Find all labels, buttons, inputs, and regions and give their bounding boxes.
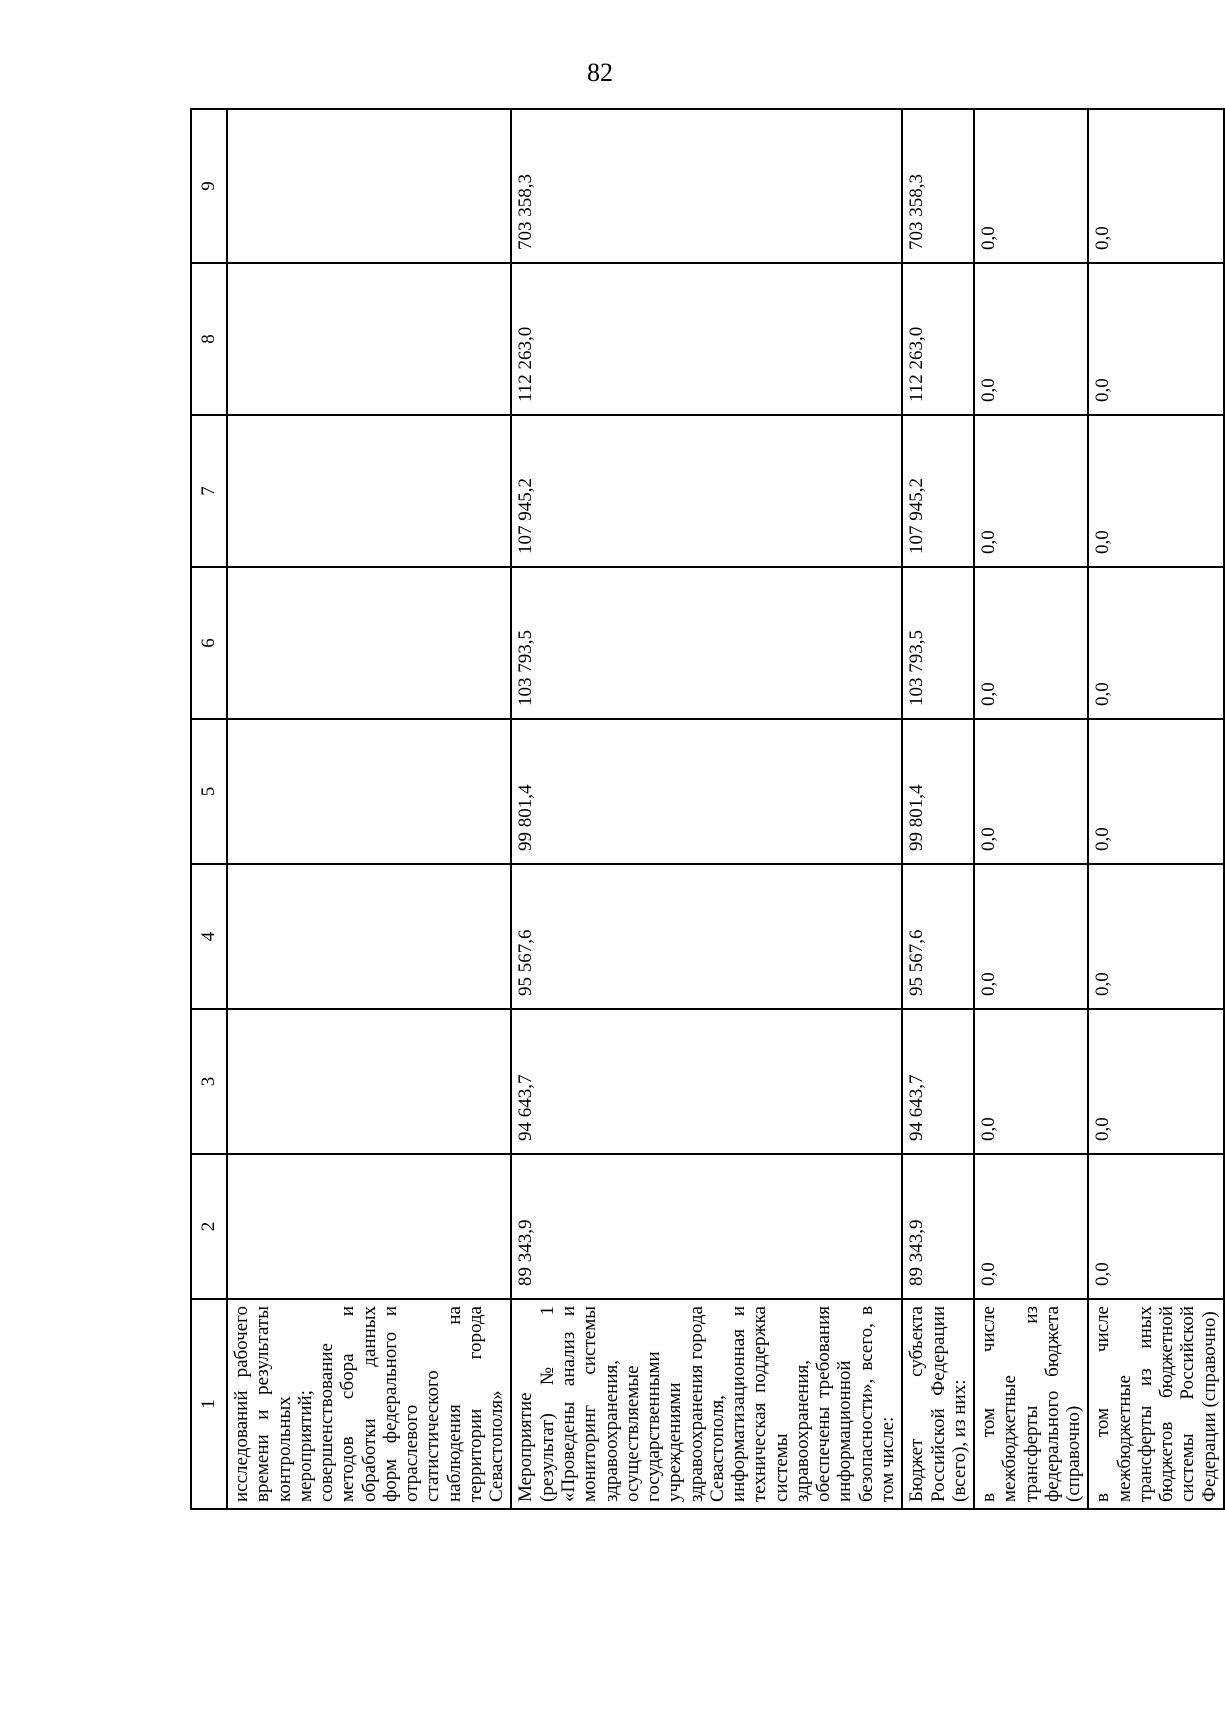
- table-cell: 0,0: [1088, 719, 1224, 864]
- column-header: 7: [191, 415, 227, 567]
- table-cell: [227, 109, 511, 263]
- table-cell: 0,0: [1088, 263, 1224, 415]
- table-cell: 0,0: [1088, 1154, 1224, 1299]
- table-row: [511, 109, 902, 1509]
- budget-table: [190, 108, 1225, 1510]
- table-cell: 0,0: [974, 109, 1088, 263]
- table-cell: [227, 567, 511, 719]
- table-cell: [227, 415, 511, 567]
- table-cell: 103 793,5: [511, 567, 902, 719]
- column-header: 3: [191, 1009, 227, 1154]
- table-cell: 89 343,9: [902, 1154, 974, 1299]
- row-label: исследований рабочего времени и результаты контрольных мероприятий; совершенствование методов сбора и обработки данных форм федерального и отраслевого статистического наблюдения на территории города Севастополя»: [227, 1299, 511, 1509]
- table-row: [902, 109, 974, 1509]
- column-header: 8: [191, 263, 227, 415]
- row-label: Мероприятие (результат) № 1 «Проведены анализ и мониторинг системы здравоохранения, осуществляемые государственными учреждениями здравоохранения города Севастополя, информатизационная и техническая поддержка системы здравоохранения, обеспечены требования информационной безопасности», всего, в том числе:: [511, 1299, 902, 1509]
- table-cell: 95 567,6: [902, 864, 974, 1009]
- table-cell: 0,0: [1088, 1009, 1224, 1154]
- column-header: 6: [191, 567, 227, 719]
- row-label: в том числе межбюджетные трансферты из иных бюджетов бюджетной системы Российской Федерации (справочно): [1088, 1299, 1224, 1509]
- table-row: [974, 109, 1088, 1509]
- table-cell: 99 801,4: [902, 719, 974, 864]
- table-cell: 0,0: [974, 864, 1088, 1009]
- table-cell: 99 801,4: [511, 719, 902, 864]
- table-cell: 0,0: [974, 1009, 1088, 1154]
- table-cell: [227, 864, 511, 1009]
- table-cell: 95 567,6: [511, 864, 902, 1009]
- table-row: [1088, 109, 1224, 1509]
- table-cell: [227, 263, 511, 415]
- table-cell: 0,0: [974, 415, 1088, 567]
- table-row: [227, 109, 511, 1509]
- table-cell: 107 945,2: [902, 415, 974, 567]
- rotated-table-container: [190, 110, 1220, 1510]
- table-cell: 112 263,0: [902, 263, 974, 415]
- table-cell: 0,0: [974, 567, 1088, 719]
- table-cell: 103 793,5: [902, 567, 974, 719]
- table-cell: 0,0: [974, 719, 1088, 864]
- table-cell: 112 263,0: [511, 263, 902, 415]
- table-cell: 89 343,9: [511, 1154, 902, 1299]
- row-label: Бюджет субъекта Российской Федерации (всего), из них:: [902, 1299, 974, 1509]
- column-header: 9: [191, 109, 227, 263]
- table-cell: [227, 1009, 511, 1154]
- page-number: 82: [587, 58, 613, 87]
- column-header: 2: [191, 1154, 227, 1299]
- table-cell: [227, 1154, 511, 1299]
- table-cell: 94 643,7: [511, 1009, 902, 1154]
- table-cell: 0,0: [974, 263, 1088, 415]
- table-cell: 107 945,2: [511, 415, 902, 567]
- row-label: в том числе межбюджетные трансферты из федерального бюджета (справочно): [974, 1299, 1088, 1509]
- table-cell: 0,0: [1088, 567, 1224, 719]
- table-cell: 703 358,3: [902, 109, 974, 263]
- header-row: [191, 109, 227, 1509]
- table-cell: 0,0: [1088, 415, 1224, 567]
- column-header: 5: [191, 719, 227, 864]
- column-header: 1: [191, 1299, 227, 1509]
- table-cell: 0,0: [1088, 864, 1224, 1009]
- table-cell: 94 643,7: [902, 1009, 974, 1154]
- table-cell: 703 358,3: [511, 109, 902, 263]
- column-header: 4: [191, 864, 227, 1009]
- table-cell: [227, 719, 511, 864]
- table-cell: 0,0: [974, 1154, 1088, 1299]
- table-cell: 0,0: [1088, 109, 1224, 263]
